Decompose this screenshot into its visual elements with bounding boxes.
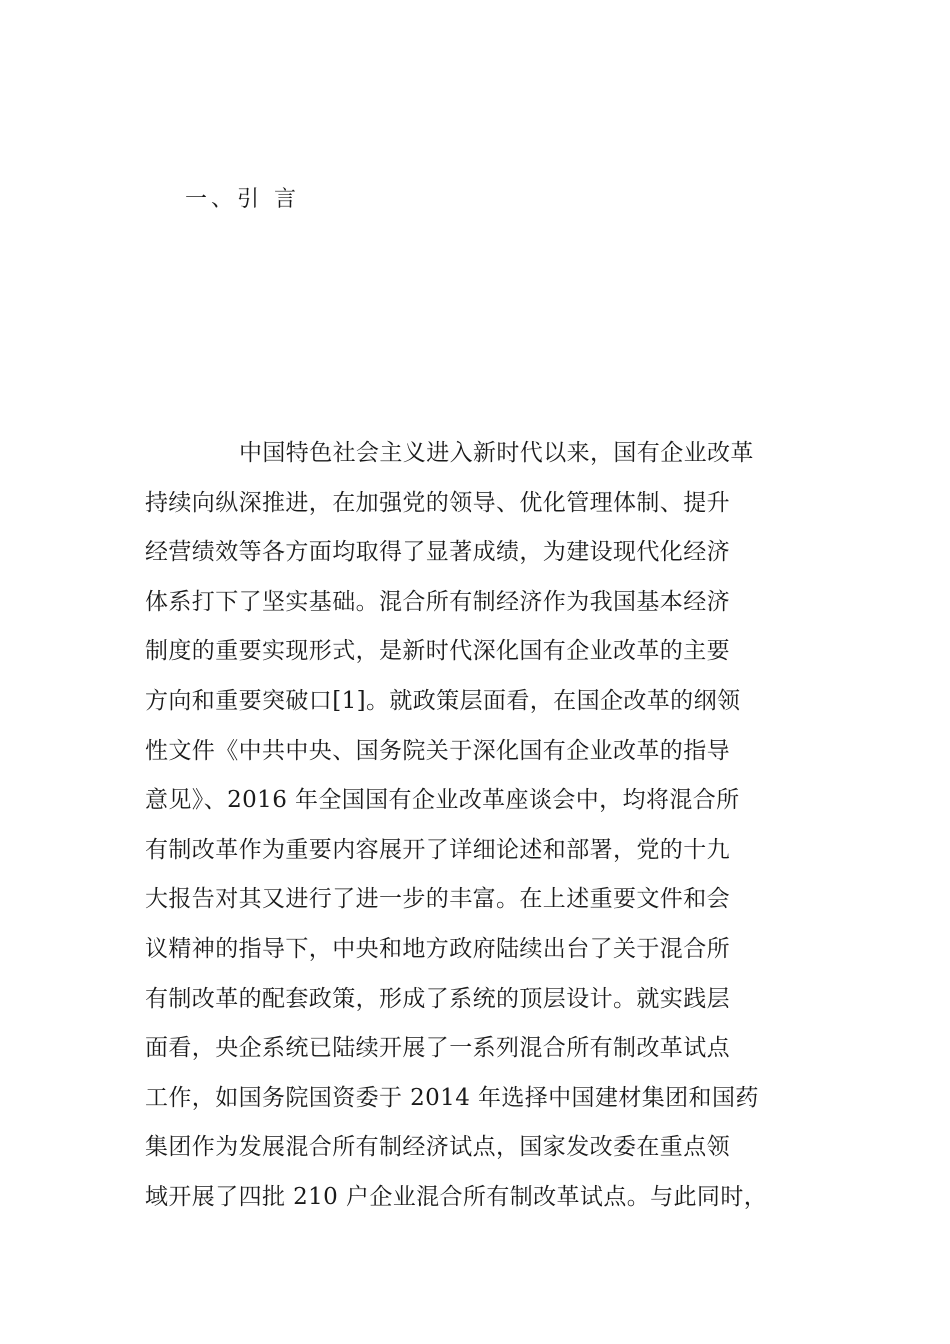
- paragraph-line: 意见》、2016 年全国国有企业改革座谈会中，均将混合所: [145, 787, 740, 814]
- paragraph-line: 域开展了四批 210 户企业混合所有制改革试点。与此同时，: [145, 1183, 768, 1210]
- paragraph-line: 中国特色社会主义进入新时代以来，国有企业改革: [239, 440, 754, 466]
- paragraph-line: 有制改革的配套政策，形成了系统的顶层设计。就实践层: [145, 985, 730, 1012]
- paragraph-line: 集团作为发展混合所有制经济试点，国家发改委在重点领: [145, 1134, 730, 1161]
- paragraph-line: 大报告对其又进行了进一步的丰富。在上述重要文件和会: [145, 886, 730, 913]
- paragraph-line: 持续向纵深推进，在加强党的领导、优化管理体制、提升: [145, 489, 730, 516]
- paragraph-line: 体系打下了坚实基础。混合所有制经济作为我国基本经济: [145, 588, 730, 615]
- section-heading: 一、引 言: [185, 187, 300, 212]
- paragraph-line: 经营绩效等各方面均取得了显著成绩，为建设现代化经济: [145, 539, 730, 566]
- paragraph-line: 工作，如国务院国资委于 2014 年选择中国建材集团和国药: [145, 1084, 759, 1111]
- paragraph-line: 面看，央企系统已陆续开展了一系列混合所有制改革试点: [145, 1035, 730, 1062]
- paragraph-line: 有制改革作为重要内容展开了详细论述和部署，党的十九: [145, 836, 730, 863]
- paragraph-line: 性文件《中共中央、国务院关于深化国有企业改革的指导: [145, 737, 730, 764]
- paragraph-line: 议精神的指导下，中央和地方政府陆续出台了关于混合所: [145, 935, 730, 962]
- paragraph-line: 制度的重要实现形式，是新时代深化国有企业改革的主要: [145, 638, 730, 665]
- body-paragraph: [145, 429, 825, 1223]
- paragraph-line: 方向和重要突破口[1]。就政策层面看，在国企改革的纲领: [145, 687, 741, 714]
